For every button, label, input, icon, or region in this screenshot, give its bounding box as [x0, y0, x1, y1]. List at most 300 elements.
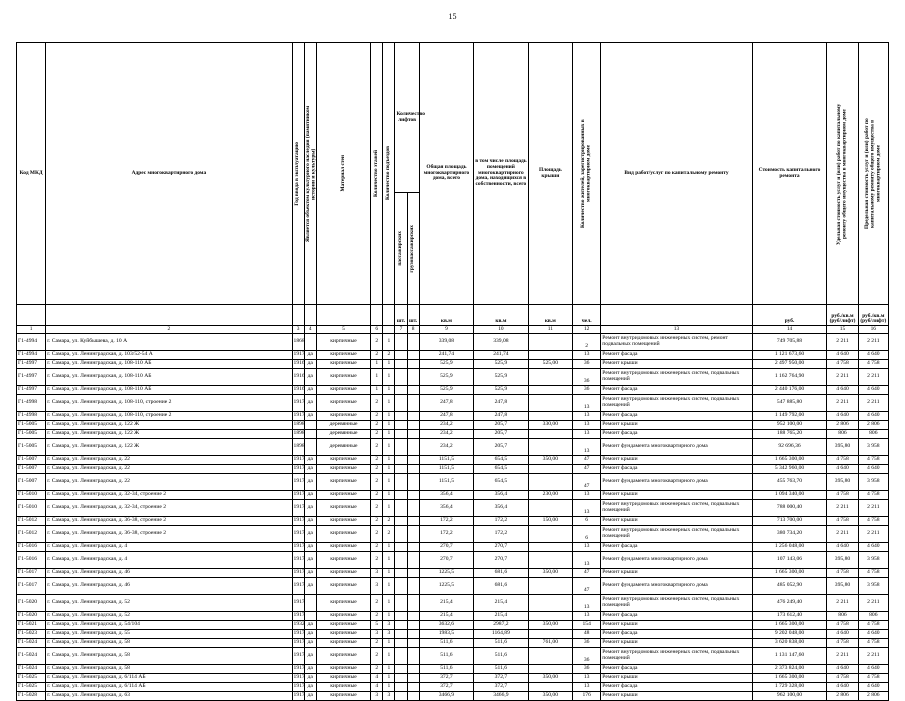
- cell-u: 2 211: [827, 395, 858, 412]
- cell-a1: 270,7: [419, 543, 473, 552]
- header-floors: Количество этажей: [371, 43, 383, 305]
- cell-a2: 270,7: [474, 552, 528, 569]
- cell-her: да: [304, 465, 316, 474]
- cell-work: Ремонт крыши: [601, 639, 752, 648]
- cell-en: 1: [383, 430, 395, 439]
- cell-en: 2: [383, 351, 395, 360]
- header-passenger-lifts: пассажирских: [395, 193, 407, 305]
- cell-en: 1: [383, 465, 395, 474]
- header-address: Адрес многоквартирного дома: [46, 43, 292, 305]
- cell-res: 13: [573, 430, 601, 439]
- cell-lim: 4 758: [858, 569, 888, 578]
- cell-year: 1916: [292, 386, 304, 395]
- cell-cost: 1 094 340,00: [752, 491, 827, 500]
- cell-mat: кирпичные: [316, 639, 370, 648]
- cell-cost: 5 342 960,00: [752, 465, 827, 474]
- cell-a1: 3466,9: [419, 692, 473, 701]
- cell-work: Ремонт крыши: [601, 360, 752, 369]
- cell-l2: [407, 683, 419, 692]
- cell-a2: 205,7: [474, 430, 528, 439]
- cell-l1: [395, 412, 407, 421]
- cell-l1: [395, 369, 407, 386]
- cell-l1: [395, 612, 407, 621]
- cell-res: 13: [573, 412, 601, 421]
- table-row: [17, 517, 889, 526]
- header-year: Год ввода в эксплуатацию: [292, 43, 304, 305]
- cell-res: 36: [573, 369, 601, 386]
- cell-u: 806: [827, 612, 858, 621]
- cell-roof: [528, 386, 572, 395]
- cell-roof: [528, 612, 572, 621]
- cell-a2: 215,4: [474, 595, 528, 612]
- cell-lim: 4 758: [858, 456, 888, 465]
- cell-l2: [407, 665, 419, 674]
- cell-year: 1917: [292, 543, 304, 552]
- table-row: [17, 500, 889, 517]
- cell-l2: [407, 630, 419, 639]
- cell-a1: 1151,5: [419, 465, 473, 474]
- cell-year: 1917: [292, 412, 304, 421]
- cell-en: 1: [383, 595, 395, 612]
- cell-l2: [407, 517, 419, 526]
- cell-l2: [407, 500, 419, 517]
- cell-lim: 806: [858, 612, 888, 621]
- cell-mat: кирпичные: [316, 474, 370, 491]
- cell-addr: г. Самара, ул. Ленинградская, д. 46: [46, 569, 292, 578]
- cell-res: 13: [573, 439, 601, 456]
- cell-cost: 455 763,70: [752, 474, 827, 491]
- cell-a1: 215,4: [419, 612, 473, 621]
- cell-roof: [528, 369, 572, 386]
- cell-en: 1: [383, 456, 395, 465]
- table-row: [17, 474, 889, 491]
- cell-roof: [528, 465, 572, 474]
- cell-mat: кирпичные: [316, 360, 370, 369]
- cell-code: Г1-5005: [17, 430, 46, 439]
- cell-fl: 2: [371, 439, 383, 456]
- cell-mat: кирпичные: [316, 500, 370, 517]
- cell-fl: 2: [371, 395, 383, 412]
- cell-work: Ремонт крыши: [601, 491, 752, 500]
- cell-year: 1916: [292, 369, 304, 386]
- cell-a1: 511,6: [419, 648, 473, 665]
- cell-l2: [407, 465, 419, 474]
- cell-code: Г1-5007: [17, 465, 46, 474]
- cell-en: 2: [383, 526, 395, 543]
- cell-addr: г. Самара, ул. Ленинградская, д. 4: [46, 552, 292, 569]
- cell-work: Ремонт фасада: [601, 630, 752, 639]
- cell-res: 13: [573, 421, 601, 430]
- cell-lim: 4 640: [858, 465, 888, 474]
- cell-a1: 247,8: [419, 395, 473, 412]
- cell-fl: 3: [371, 630, 383, 639]
- cell-fl: 2: [371, 456, 383, 465]
- cell-roof: [528, 474, 572, 491]
- cell-her: да: [304, 491, 316, 500]
- cell-code: Г1-5025: [17, 674, 46, 683]
- cell-l1: [395, 334, 407, 351]
- cell-a2: 681,6: [474, 578, 528, 595]
- cell-res: 36: [573, 386, 601, 395]
- cell-lim: 4 758: [858, 621, 888, 630]
- cell-cost: 1 665 300,00: [752, 674, 827, 683]
- cell-u: 4 758: [827, 517, 858, 526]
- cell-work: Ремонт фасада: [601, 412, 752, 421]
- cell-fl: 2: [371, 351, 383, 360]
- cell-addr: г. Самара, ул. Ленинградская, д. 122 Ж: [46, 430, 292, 439]
- cell-work: Ремонт внутридомовых инженерных систем, ремонт подвальных помещений: [601, 334, 752, 351]
- cell-fl: 5: [371, 621, 383, 630]
- cell-work: Ремонт фасада: [601, 612, 752, 621]
- cell-a2: 372,7: [474, 683, 528, 692]
- cell-her: да: [304, 665, 316, 674]
- cell-addr: г. Самара, ул. Ленинградская, д. 22: [46, 474, 292, 491]
- cell-roof: 350,00: [528, 569, 572, 578]
- cell-roof: [528, 543, 572, 552]
- cell-l2: [407, 386, 419, 395]
- cell-l1: [395, 456, 407, 465]
- cell-addr: г. Самара, ул. Ленинградская, д. 54/104: [46, 621, 292, 630]
- cell-work: Ремонт крыши: [601, 421, 752, 430]
- cell-her: да: [304, 683, 316, 692]
- cell-l1: [395, 543, 407, 552]
- cell-mat: кирпичные: [316, 395, 370, 412]
- cell-en: 1: [383, 412, 395, 421]
- cell-l2: [407, 692, 419, 701]
- cell-a2: 654,5: [474, 456, 528, 465]
- cell-a2: 205,7: [474, 421, 528, 430]
- cell-year: 1917: [292, 648, 304, 665]
- cell-lim: 2 211: [858, 334, 888, 351]
- cell-her: [304, 612, 316, 621]
- cell-cost: 92 696,36: [752, 439, 827, 456]
- cell-l2: [407, 491, 419, 500]
- header-residents: Количество жителей, зарегистрированных в многоквартирном доме: [573, 43, 601, 305]
- cell-lim: 4 640: [858, 412, 888, 421]
- header-owned-area: в том числе площадь помещений многоквартирного дома, находящихся в собственности, всего: [474, 43, 528, 305]
- cell-mat: кирпичные: [316, 465, 370, 474]
- cell-mat: деревянные: [316, 421, 370, 430]
- cell-lim: 2 211: [858, 648, 888, 665]
- cell-cost: 9 202 048,00: [752, 630, 827, 639]
- cell-work: Ремонт фундамента многоквартирного дома: [601, 439, 752, 456]
- cell-a1: 511,6: [419, 639, 473, 648]
- cell-work: Ремонт крыши: [601, 569, 752, 578]
- cell-mat: кирпичные: [316, 526, 370, 543]
- header-wall-material: Материал стен: [316, 43, 370, 305]
- cell-l1: [395, 630, 407, 639]
- cell-fl: 2: [371, 412, 383, 421]
- cell-year: 1917: [292, 595, 304, 612]
- header-unit-cost: Удельная стоимость услуг и (или) работ по капитальному ремонту общего имущества в многоквартирном доме: [827, 43, 858, 305]
- cell-cost: 1 121 673,60: [752, 351, 827, 360]
- table-row: [17, 595, 889, 612]
- cell-addr: г. Самара, ул. Ленинградская, д. 46: [46, 578, 292, 595]
- cell-l2: [407, 334, 419, 351]
- cell-code: Г1-5012: [17, 517, 46, 526]
- cell-en: 3: [383, 621, 395, 630]
- cell-lim: 4 758: [858, 491, 888, 500]
- cell-l2: [407, 552, 419, 569]
- cell-cost: 173 612,40: [752, 612, 827, 621]
- cell-her: да: [304, 578, 316, 595]
- cell-en: 1: [383, 421, 395, 430]
- cell-her: да: [304, 500, 316, 517]
- table-row: [17, 578, 889, 595]
- capital-repair-table: [16, 42, 889, 701]
- cell-res: 36: [573, 360, 601, 369]
- cell-lim: 2 211: [858, 500, 888, 517]
- cell-her: да: [304, 351, 316, 360]
- cell-mat: кирпичные: [316, 648, 370, 665]
- cell-en: 1: [383, 491, 395, 500]
- cell-u: 4 640: [827, 386, 858, 395]
- cell-res: 47: [573, 578, 601, 595]
- cell-a1: 247,8: [419, 412, 473, 421]
- table-row: [17, 456, 889, 465]
- cell-roof: 350,00: [528, 621, 572, 630]
- cell-year: 1932: [292, 621, 304, 630]
- cell-work: Ремонт фасада: [601, 430, 752, 439]
- page-number: 15: [448, 12, 457, 21]
- table-row: [17, 639, 889, 648]
- header-roof-area: Площадь крыши: [528, 43, 572, 305]
- cell-year: 1917: [292, 456, 304, 465]
- cell-code: Г1-5007: [17, 474, 46, 491]
- cell-en: 1: [383, 334, 395, 351]
- cell-a1: 356,4: [419, 500, 473, 517]
- cell-mat: кирпичные: [316, 334, 370, 351]
- cell-addr: г. Самара, ул. Ленинградская, д. 22: [46, 456, 292, 465]
- cell-year: 1917: [292, 552, 304, 569]
- cell-addr: г. Самара, ул. Ленинградская, д. 108-110, строение 2: [46, 412, 292, 421]
- cell-res: 13: [573, 552, 601, 569]
- table-row: [17, 612, 889, 621]
- table-row: [17, 369, 889, 386]
- cell-roof: 350,00: [528, 674, 572, 683]
- cell-l2: [407, 612, 419, 621]
- cell-fl: 3: [371, 578, 383, 595]
- cell-a1: 511,6: [419, 665, 473, 674]
- cell-res: 47: [573, 456, 601, 465]
- cell-lim: 4 758: [858, 674, 888, 683]
- cell-year: 1917: [292, 612, 304, 621]
- header-lifts-group: Количество лифтов: [395, 43, 419, 193]
- cell-mat: кирпичные: [316, 692, 370, 701]
- cell-fl: 2: [371, 595, 383, 612]
- cell-l1: [395, 621, 407, 630]
- cell-fl: 2: [371, 612, 383, 621]
- data-rows: [17, 334, 889, 701]
- cell-mat: кирпичные: [316, 665, 370, 674]
- cell-a2: 525,9: [474, 386, 528, 395]
- cell-u: 395,80: [827, 474, 858, 491]
- cell-a2: 215,4: [474, 612, 528, 621]
- cell-en: 1: [383, 578, 395, 595]
- cell-code: Г1-5020: [17, 595, 46, 612]
- cell-l1: [395, 578, 407, 595]
- cell-roof: 350,00: [528, 692, 572, 701]
- cell-l1: [395, 569, 407, 578]
- cell-code: Г1-4998: [17, 395, 46, 412]
- cell-work: Ремонт крыши: [601, 621, 752, 630]
- cell-l1: [395, 552, 407, 569]
- table-row: [17, 630, 889, 639]
- table-row: [17, 351, 889, 360]
- cell-work: Ремонт внутридомовых инженерных систем, подвальных помещений: [601, 526, 752, 543]
- cell-mat: кирпичные: [316, 491, 370, 500]
- cell-u: 4 758: [827, 639, 858, 648]
- cell-u: 4 758: [827, 491, 858, 500]
- cell-her: да: [304, 692, 316, 701]
- cell-year: 1917: [292, 683, 304, 692]
- cell-u: 4 640: [827, 630, 858, 639]
- cell-a2: 356,4: [474, 500, 528, 517]
- cell-roof: 525,00: [528, 360, 572, 369]
- cell-l1: [395, 674, 407, 683]
- cell-her: [304, 595, 316, 612]
- cell-a2: 681,6: [474, 569, 528, 578]
- header-mkd-code: Код МКД: [17, 43, 46, 305]
- cell-a1: 1151,5: [419, 456, 473, 465]
- cell-mat: кирпичные: [316, 578, 370, 595]
- cell-her: да: [304, 674, 316, 683]
- cell-fl: 2: [371, 665, 383, 674]
- cell-work: Ремонт фасада: [601, 665, 752, 674]
- cell-addr: г. Самара, ул. Ленинградская, д. 58: [46, 639, 292, 648]
- cell-her: да: [304, 517, 316, 526]
- cell-fl: 2: [371, 430, 383, 439]
- cell-l1: [395, 500, 407, 517]
- cell-fl: 2: [371, 491, 383, 500]
- cell-her: да: [304, 552, 316, 569]
- cell-a1: 1225,5: [419, 569, 473, 578]
- cell-addr: г. Самара, ул. Ленинградская, д. 6/114 АБ: [46, 683, 292, 692]
- cell-code: Г1-5025: [17, 683, 46, 692]
- cell-work: Ремонт крыши: [601, 456, 752, 465]
- cell-l1: [395, 430, 407, 439]
- cell-a2: 525,9: [474, 369, 528, 386]
- cell-u: 4 640: [827, 412, 858, 421]
- cell-fl: 1: [371, 360, 383, 369]
- cell-fl: 2: [371, 552, 383, 569]
- cell-mat: кирпичные: [316, 456, 370, 465]
- cell-year: 1917: [292, 491, 304, 500]
- cell-code: Г1-5028: [17, 692, 46, 701]
- cell-l2: [407, 439, 419, 456]
- cell-lim: 4 640: [858, 683, 888, 692]
- table-row: [17, 621, 889, 630]
- cell-addr: г. Самара, ул. Ленинградская, д. 52: [46, 612, 292, 621]
- cell-l2: [407, 351, 419, 360]
- cell-a2: 205,7: [474, 439, 528, 456]
- cell-year: 1917: [292, 674, 304, 683]
- cell-res: 154: [573, 621, 601, 630]
- table-row: [17, 395, 889, 412]
- cell-year: 1917: [292, 465, 304, 474]
- cell-roof: [528, 552, 572, 569]
- cell-l2: [407, 369, 419, 386]
- cell-addr: г. Самара, ул. Ленинградская, д. 4: [46, 543, 292, 552]
- cell-work: Ремонт фасада: [601, 543, 752, 552]
- cell-her: да: [304, 360, 316, 369]
- cell-her: да: [304, 474, 316, 491]
- cell-fl: 2: [371, 421, 383, 430]
- column-numbers-row: 1 2 3 4 5 6 7 8 9 10 11 12 13 14 15 16: [17, 326, 889, 334]
- header-entrances: Количество подъездов: [383, 43, 395, 305]
- cell-code: Г1-5010: [17, 500, 46, 517]
- cell-roof: [528, 334, 572, 351]
- cell-her: да: [304, 456, 316, 465]
- cell-work: Ремонт внутридомовых инженерных систем, подвальных помещений: [601, 395, 752, 412]
- cell-lim: 3 958: [858, 474, 888, 491]
- cell-addr: г. Самара, ул. Ленинградская, д. 108-110 АБ: [46, 386, 292, 395]
- cell-fl: 2: [371, 474, 383, 491]
- cell-cost: 485 052,90: [752, 578, 827, 595]
- cell-year: 1917: [292, 474, 304, 491]
- cell-year: 1917: [292, 630, 304, 639]
- cell-l2: [407, 430, 419, 439]
- cell-a1: 241,74: [419, 351, 473, 360]
- cell-l1: [395, 692, 407, 701]
- cell-a1: 234,2: [419, 430, 473, 439]
- cell-mat: кирпичные: [316, 621, 370, 630]
- cell-en: 1: [383, 543, 395, 552]
- cell-cost: 1 149 792,00: [752, 412, 827, 421]
- cell-l2: [407, 395, 419, 412]
- cell-lim: 3 958: [858, 439, 888, 456]
- cell-u: 4 758: [827, 569, 858, 578]
- table-row: [17, 674, 889, 683]
- cell-mat: кирпичные: [316, 412, 370, 421]
- cell-a1: 372,7: [419, 674, 473, 683]
- cell-lim: 4 640: [858, 630, 888, 639]
- cell-lim: 3 958: [858, 552, 888, 569]
- cell-a2: 511,6: [474, 648, 528, 665]
- cell-addr: г. Самара, ул. Ленинградская, д. 63: [46, 692, 292, 701]
- cell-addr: г. Самара, ул. Ленинградская, д. 122 Ж: [46, 421, 292, 430]
- cell-cost: 1 665 300,00: [752, 621, 827, 630]
- units-row: шт. шт. кв.м кв.м кв.м чел. руб. руб./кв.м (руб/лифт) руб./кв.м (руб/лифт): [17, 305, 889, 326]
- cell-roof: 761,00: [528, 639, 572, 648]
- cell-mat: кирпичные: [316, 612, 370, 621]
- cell-en: 1: [383, 552, 395, 569]
- table-row: [17, 543, 889, 552]
- cell-cost: 1 729 328,00: [752, 683, 827, 692]
- cell-l1: [395, 648, 407, 665]
- cell-year: 1917: [292, 692, 304, 701]
- cell-roof: [528, 578, 572, 595]
- cell-roof: [528, 351, 572, 360]
- cell-a2: 511,6: [474, 639, 528, 648]
- cell-roof: 230,00: [528, 491, 572, 500]
- cell-cost: 1 256 048,00: [752, 543, 827, 552]
- cell-year: 1898: [292, 430, 304, 439]
- cell-year: 1898: [292, 421, 304, 430]
- cell-l1: [395, 474, 407, 491]
- cell-a2: 241,74: [474, 351, 528, 360]
- cell-code: Г1-5017: [17, 569, 46, 578]
- cell-fl: 3: [371, 692, 383, 701]
- cell-fl: 1: [371, 386, 383, 395]
- header-limit-cost: Предельная стоимость услуг и (или) работ по капитальному ремонту общего имущества в многоквартирном доме: [858, 43, 888, 305]
- cell-a2: 525,9: [474, 360, 528, 369]
- cell-u: 395,80: [827, 439, 858, 456]
- cell-year: 1868: [292, 334, 304, 351]
- cell-mat: кирпичные: [316, 552, 370, 569]
- cell-her: [304, 421, 316, 430]
- cell-en: 1: [383, 674, 395, 683]
